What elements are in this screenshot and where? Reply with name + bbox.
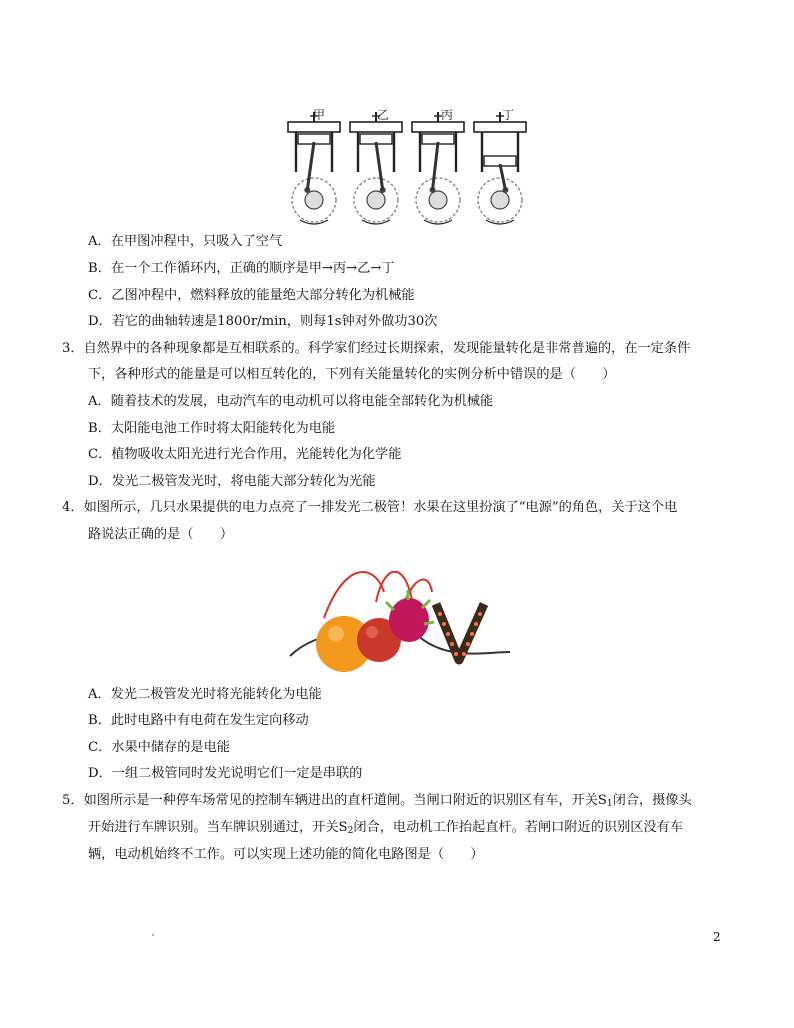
- dragonfruit: [389, 598, 429, 642]
- q2-option-b: B．在一个工作循环内，正确的顺序是甲→丙→乙→丁: [88, 261, 395, 276]
- page-number: 2: [713, 930, 721, 944]
- q5-stem-line2: 开始进行车牌识别。当车牌识别通过，开关$S_2$闭合，电动机工作抬起直杆。若闸口附近的识别区没有车: [88, 820, 684, 836]
- engine-stroke-figure: [284, 112, 532, 238]
- engine-yi-cylinder: [350, 112, 402, 224]
- engine-label-ding: 丁: [502, 108, 515, 122]
- q5-stem-line1: 5．如图所示是一种停车场常见的控制车辆进出的直杆道闸。当闸口附近的识别区有车，开关$S_1$闭合，摄像头: [62, 793, 692, 809]
- engine-label-bing: 丙: [441, 108, 454, 122]
- q4-option-a: A．发光二极管发光时将光能转化为电能: [88, 687, 322, 702]
- q4-stem-line2: 路说法正确的是（ ）: [88, 527, 234, 542]
- q4-option-d: D．一组二极管同时发光说明它们一定是串联的: [88, 766, 363, 781]
- engine-cylinders: [288, 112, 526, 224]
- engine-jia-cylinder: [288, 112, 340, 224]
- q3-stem-line1: 3．自然界中的各种现象都是互相联系的。科学家们经过长期探索，发现能量转化是非常普遍的，在一定条件: [62, 341, 691, 356]
- led-strip: [436, 604, 484, 660]
- engine-bing-cylinder: [412, 112, 464, 224]
- engine-label-yi: 乙: [377, 108, 390, 122]
- engine-label-jia: 甲: [313, 108, 326, 122]
- engine-ding-cylinder: [474, 112, 526, 224]
- q2-option-c: C．乙图冲程中，燃料释放的能量绝大部分转化为机械能: [88, 288, 415, 303]
- q3-option-a: A．随着技术的发展，电动汽车的电动机可以将电能全部转化为机械能: [88, 394, 494, 409]
- q3-option-d: D．发光二极管发光时，将电能大部分转化为光能: [88, 474, 376, 489]
- fruit-battery-figure: [284, 552, 530, 680]
- stray-dot: [152, 934, 154, 936]
- q3-option-c: C．植物吸收太阳光进行光合作用，光能转化为化学能: [88, 447, 402, 462]
- q4-option-b: B．此时电路中有电荷在发生定向移动: [88, 713, 309, 728]
- q3-option-b: B．太阳能电池工作时将太阳能转化为电能: [88, 421, 336, 436]
- q4-option-c: C．水果中储存的是电能: [88, 740, 230, 755]
- q2-option-a: A．在甲图冲程中，只吸入了空气: [88, 234, 283, 249]
- q3-stem-line2: 下，各种形式的能量是可以相互转化的，下列有关能量转化的实例分析中错误的是（ ）: [88, 367, 616, 382]
- q2-option-d: D．若它的曲轴转速是1800r/min，则每1s钟对外做功30次: [88, 314, 438, 329]
- q4-stem-line1: 4．如图所示，几只水果提供的电力点亮了一排发光二极管！水果在这里扮演了“电源”的角色，关于这个电: [62, 500, 678, 515]
- q5-stem-line3: 辆，电动机始终不工作。可以实现上述功能的简化电路图是（ ）: [88, 847, 484, 862]
